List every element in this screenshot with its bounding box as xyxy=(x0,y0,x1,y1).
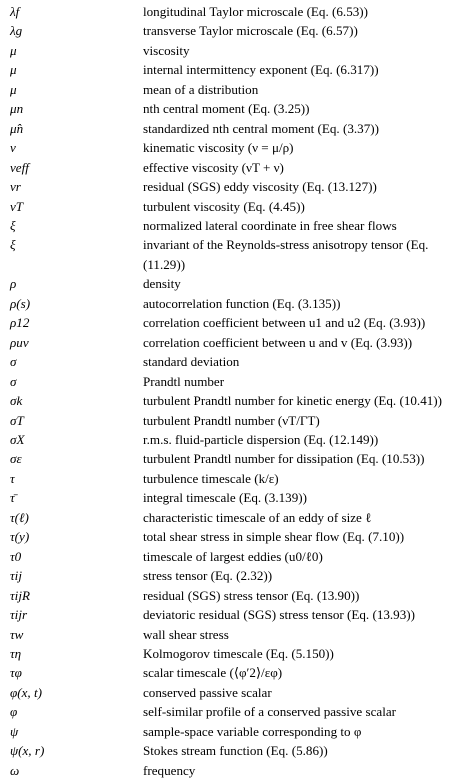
list-item xyxy=(0,216,465,235)
list-item xyxy=(0,80,465,99)
symbol: ξ xyxy=(10,217,16,233)
list-item xyxy=(0,352,465,371)
list-item xyxy=(0,235,465,274)
symbol: τη xyxy=(10,645,22,661)
description: viscosity xyxy=(143,42,190,58)
list-item xyxy=(0,21,465,40)
list-item xyxy=(0,99,465,118)
list-item xyxy=(0,488,465,507)
symbol: ν xyxy=(10,140,16,156)
symbol: ξ xyxy=(10,237,16,253)
list-item xyxy=(0,508,465,527)
list-item xyxy=(0,430,465,449)
symbol: ρuv xyxy=(10,334,29,350)
list-item xyxy=(0,663,465,682)
description: effective viscosity (νT + ν) xyxy=(143,159,284,175)
symbol: μn xyxy=(10,101,24,117)
list-item xyxy=(0,391,465,410)
symbol: λf xyxy=(10,4,20,19)
symbol: σ xyxy=(10,354,17,370)
symbol: μ xyxy=(10,81,17,97)
list-item xyxy=(0,527,465,546)
list-item xyxy=(0,761,465,780)
description: wall shear stress xyxy=(143,626,229,642)
symbol: φ xyxy=(10,704,18,720)
symbol: φ(x, t) xyxy=(10,684,42,700)
description: turbulent Prandtl number (νT/ΓT) xyxy=(143,412,320,428)
list-item xyxy=(0,625,465,644)
description: standardized nth central moment (Eq. (3.37)) xyxy=(143,120,379,136)
symbol: σX xyxy=(10,431,25,447)
description: Kolmogorov timescale (Eq. (5.150)) xyxy=(143,645,334,661)
description: nth central moment (Eq. (3.25)) xyxy=(143,101,310,117)
description: density xyxy=(143,276,181,292)
description: Stokes stream function (Eq. (5.86)) xyxy=(143,743,328,759)
list-item xyxy=(0,294,465,313)
description: scalar timescale (⟨φ′2⟩/εφ) xyxy=(143,665,283,681)
symbol: τ̄ xyxy=(10,490,15,506)
list-item xyxy=(0,177,465,196)
description: timescale of largest eddies (u0/ℓ0) xyxy=(143,548,323,564)
description: internal intermittency exponent (Eq. (6.317)) xyxy=(143,62,379,78)
symbol: νT xyxy=(10,198,24,214)
description: standard deviation xyxy=(143,354,240,370)
symbol: τ xyxy=(10,470,15,486)
description: residual (SGS) stress tensor (Eq. (13.90)) xyxy=(143,587,360,603)
description: normalized lateral coordinate in free shear flows xyxy=(143,217,397,233)
symbol: τ0 xyxy=(10,548,22,564)
symbol: τijr xyxy=(10,607,28,623)
description: correlation coefficient between u1 and u2 (Eq. (3.93)) xyxy=(143,315,426,331)
description: autocorrelation function (Eq. (3.135)) xyxy=(143,295,341,311)
list-item xyxy=(0,333,465,352)
symbol: τw xyxy=(10,626,24,642)
description: turbulence timescale (k/ε) xyxy=(143,470,279,486)
list-item xyxy=(0,138,465,157)
symbol: ρ(s) xyxy=(10,295,31,311)
description: Prandtl number xyxy=(143,373,225,389)
list-item xyxy=(0,547,465,566)
description: turbulent viscosity (Eq. (4.45)) xyxy=(143,198,305,214)
description: stress tensor (Eq. (2.32)) xyxy=(143,568,273,584)
description: total shear stress in simple shear flow (Eq. (7.10)) xyxy=(143,529,405,545)
symbol: ρ xyxy=(10,276,17,292)
description: transverse Taylor microscale (Eq. (6.57)) xyxy=(143,23,358,39)
symbol: τ(y) xyxy=(10,529,30,545)
description: r.m.s. fluid-particle dispersion (Eq. (12.149)) xyxy=(143,431,379,447)
symbol: τij xyxy=(10,568,22,584)
symbol: ψ xyxy=(10,723,19,739)
list-item xyxy=(0,702,465,721)
symbol: ψ(x, r) xyxy=(10,743,45,759)
description: conserved passive scalar xyxy=(143,684,272,700)
list-item xyxy=(0,722,465,741)
description: turbulent Prandtl number for kinetic energy (Eq. (10.41)) xyxy=(143,393,443,409)
symbol: τ(ℓ) xyxy=(10,509,29,525)
description: sample-space variable corresponding to φ xyxy=(143,723,362,739)
list-item xyxy=(0,469,465,488)
list-item xyxy=(0,411,465,430)
symbol: ω xyxy=(10,762,20,778)
symbol: σk xyxy=(10,393,23,409)
symbol: τijR xyxy=(10,587,30,603)
description: characteristic timescale of an eddy of size ℓ xyxy=(143,509,372,525)
list-item xyxy=(0,60,465,79)
symbol: ρ12 xyxy=(10,315,30,331)
description: deviatoric residual (SGS) stress tensor (Eq. (13.93)) xyxy=(143,607,415,623)
symbol: λg xyxy=(10,23,23,39)
symbol: σε xyxy=(10,451,22,467)
list-item xyxy=(0,605,465,624)
description: invariant of the Reynolds-stress anisotropy tensor (Eq. (11.29)) xyxy=(143,237,429,272)
description: self-similar profile of a conserved passive scalar xyxy=(143,704,397,720)
description: frequency xyxy=(143,762,196,778)
symbol: τφ xyxy=(10,665,22,681)
symbol: νeff xyxy=(10,159,29,175)
list-item xyxy=(0,119,465,138)
list-item xyxy=(0,683,465,702)
list-item xyxy=(0,741,465,760)
list-item xyxy=(0,566,465,585)
description: kinematic viscosity (ν = μ/ρ) xyxy=(143,140,294,156)
list-item xyxy=(0,2,465,21)
symbol: σT xyxy=(10,412,24,428)
list-item xyxy=(0,644,465,663)
description: integral timescale (Eq. (3.139)) xyxy=(143,490,307,506)
description: mean of a distribution xyxy=(143,81,259,97)
list-item xyxy=(0,274,465,293)
list-item xyxy=(0,586,465,605)
description: residual (SGS) eddy viscosity (Eq. (13.127)) xyxy=(143,179,377,195)
list-item xyxy=(0,158,465,177)
description: turbulent Prandtl number for dissipation (Eq. (10.53)) xyxy=(143,451,425,467)
symbol: μ̂n xyxy=(10,120,24,136)
symbol: μ xyxy=(10,62,17,78)
list-item xyxy=(0,313,465,332)
list-item xyxy=(0,372,465,391)
list-item xyxy=(0,449,465,468)
description: correlation coefficient between u and v (Eq. (3.93)) xyxy=(143,334,413,350)
list-item xyxy=(0,41,465,60)
symbol: σ xyxy=(10,373,17,389)
symbol: μ xyxy=(10,42,17,58)
description: longitudinal Taylor microscale (Eq. (6.53)) xyxy=(143,4,369,19)
list-item xyxy=(0,197,465,216)
symbol: νr xyxy=(10,179,21,195)
